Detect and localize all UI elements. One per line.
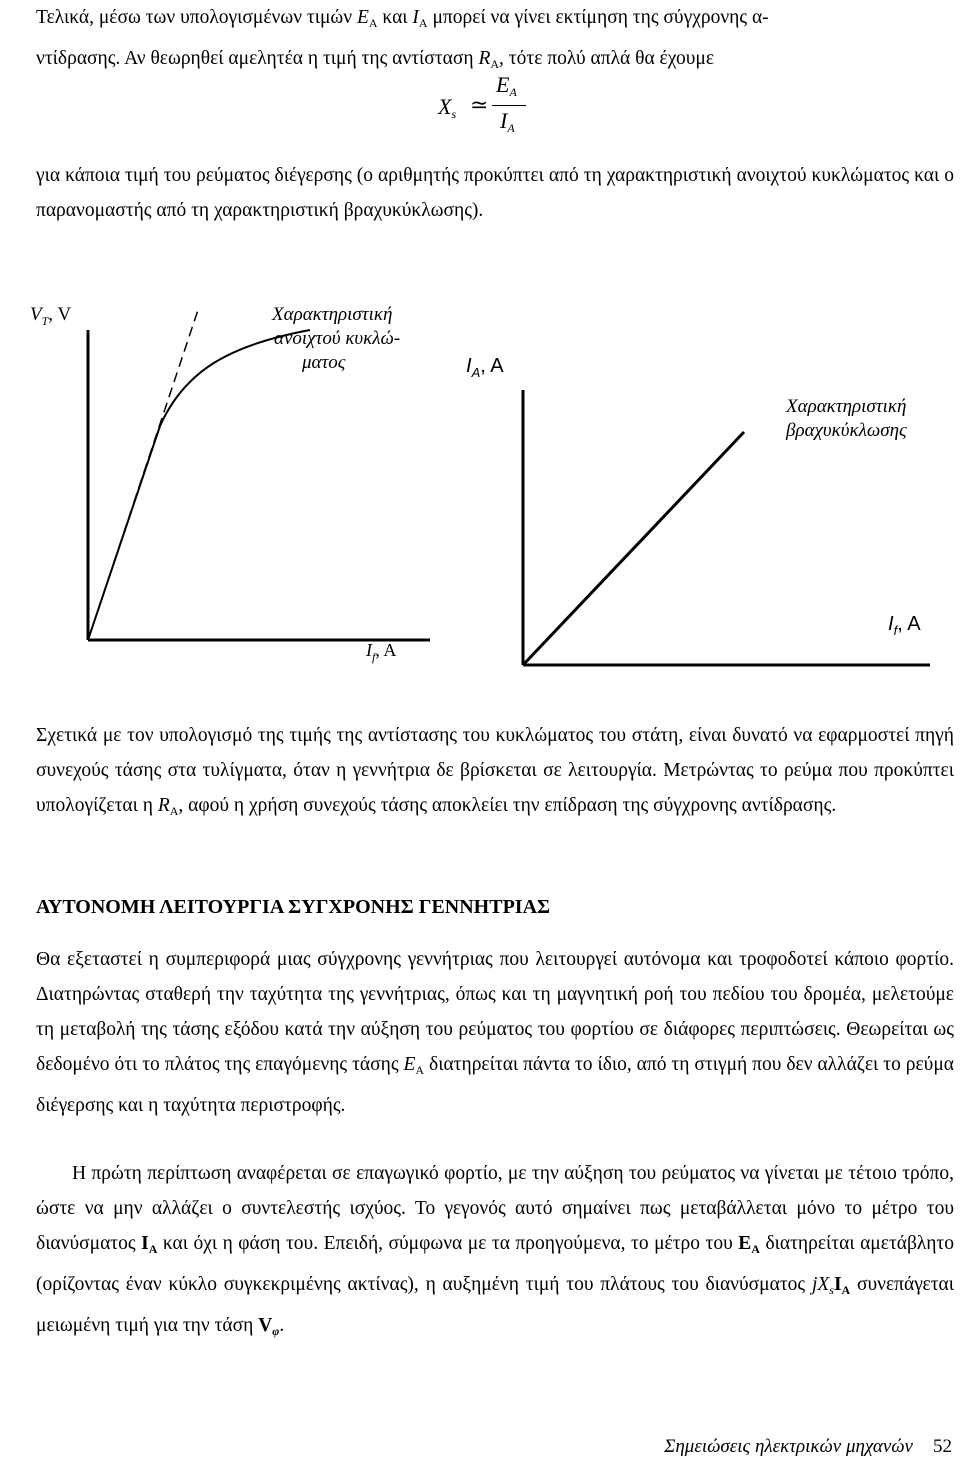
vector-Vphi: $V_\varphi$ — [258, 1315, 280, 1338]
approx-sign: ≃ — [470, 92, 489, 117]
short-circuit-line — [523, 432, 744, 665]
vector-IA: $I_A$ — [141, 1233, 158, 1256]
paragraph-after-formula: για κάποια τιμή του ρεύματος διέγερσης (ο αριθμητής προκύπτει από τη χαρακτηριστική ανοιχτού κυκλώματος και ο παρανομαστής από τη χαρακτηριστική βραχυκύκλωσης). — [36, 165, 954, 221]
svg-text:If, A: $I_f$, A — [366, 640, 397, 664]
intro-text: Τελικά, μέσω των υπολογισμένων τιμών — [36, 7, 357, 28]
right-curve-label-1: Χαρακτηριστική — [786, 396, 907, 417]
page-number: 52 — [933, 1436, 952, 1457]
symbol-EA: $E_A$ — [356, 7, 378, 30]
symbol-RA-2: $R_A$ — [157, 795, 179, 818]
symbol-IA: $I_A$ — [412, 7, 428, 30]
svg-text:IA, A: $I_A$, A — [466, 355, 504, 380]
left-curve-label-2: ανοιχτού κυκλώ- — [274, 328, 401, 349]
left-x-label: I — [366, 640, 372, 660]
vector-EA: $E_A$ — [738, 1233, 760, 1256]
open-circuit-curve — [88, 330, 310, 640]
left-curve-label-1: Χαρακτηριστική — [272, 304, 393, 325]
vector-jXsIA: $jX_sI_A$ — [811, 1274, 851, 1297]
page-footer — [664, 1436, 952, 1458]
paragraph-inductive-load: Η πρώτη περίπτωση αναφέρεται σε επαγωγικό φορτίο, με την αύξηση του ρεύματος να γίνεται με τέτοιο τρόπο, ώστε να μην αλλάζει ο συντελεστής ισχύος. Το γεγονός αυτό σημαίνει πως μεταβάλλεται μόνο το μέτρο του διανύσματος $I_A$ και όχι η φάση του. Επειδή, σύμφωνα με τα προηγούμενα, το μέτρο του $E_A$ διατηρείται αμετάβλητο (ορίζοντας έναν κύκλο συγκεκριμένης ακτίνας), η αυξημένη τιμή του πλάτους του διανύσματος $jX_sI_A$ συνεπάγεται μειωμένη τιμή για την τάση $V_\varphi$. — [36, 1163, 954, 1338]
section-heading: ΑΥΤΟΝΟΜΗ ΛΕΙΤΟΥΡΓΙΑ ΣΥΓΧΡΟΝΗΣ ΓΕΝΝΗΤΡΙΑΣ — [36, 896, 551, 918]
right-y-label: I — [466, 355, 472, 377]
figure-svg — [0, 290, 960, 690]
fraction-bar — [492, 105, 526, 106]
right-x-label: I — [888, 613, 894, 635]
right-curve-label-2: βραχυκύκλωσης — [786, 420, 907, 441]
paragraph-autonomous: Θα εξεταστεί η συμπεριφορά μιας σύγχρονης γεννήτριας που λειτουργεί αυτόνομα και τροφοδοτεί κάποιο φορτίο. Διατηρώντας σταθερή την ταχύτητα της γεννήτριας, όπως και τη μαγνητική ροή του πεδίου του δρομέα, μελετούμε τη μεταβολή της τάσης εξόδου κατά την αύξηση του ρεύματος του φορτίου σε διάφορες περιπτώσεις. Θεωρείται ως δεδομένο ότι το πλάτος της επαγόμενης τάσης $E_A$ διατηρείται πάντα το ίδιο, από τη στιγμή που δεν αλλάζει το ρεύμα διέγερσης και η ταχύτητα περιστροφής. — [36, 949, 954, 1116]
formula-xs-symbol: Xs — [438, 94, 457, 121]
left-y-label: V — [30, 304, 42, 325]
symbol-EA-2: $E_A$ — [403, 1054, 425, 1077]
paragraph-resistance: Σχετικά με τον υπολογισμό της τιμής της αντίστασης του κυκλώματος του στάτη, είναι δυνατό να εφαρμοστεί πηγή συνεχούς τάσης στα τυλίγματα, όταν η γεννήτρια δε βρίσκεται σε λειτουργία. Μετρώντας το ρεύμα που προκύπτει υπολογίζεται η $R_A$, αφού η χρήση συνεχούς τάσης αποκλείει την επίδραση της σύγχρονης αντίδρασης. — [36, 725, 954, 818]
left-curve-label-3: ματος — [302, 352, 346, 373]
intro-paragraph: Τελικά, μέσω των υπολογισμένων τιμών $E_A$ και $I_A$ μπορεί να γίνει εκτίμηση της σύγχρονης α- ντίδρασης. Αν θεωρηθεί αμελητέα η τιμή της αντίσταση $R_A$, τότε πολύ απλά θα έχουμε — [36, 7, 769, 71]
formula-xs — [438, 72, 548, 144]
svg-text:VT, V: $V_T$, V — [30, 304, 72, 328]
footer-title: Σημειώσεις ηλεκτρικών μηχανών — [664, 1436, 913, 1457]
svg-text:If, A: $I_f$, A — [888, 613, 921, 638]
figure-characteristics — [0, 290, 960, 690]
symbol-RA: $R_A$ — [478, 48, 500, 71]
formula-numerator: EA — [496, 72, 517, 99]
formula-denominator: IA — [500, 108, 515, 135]
